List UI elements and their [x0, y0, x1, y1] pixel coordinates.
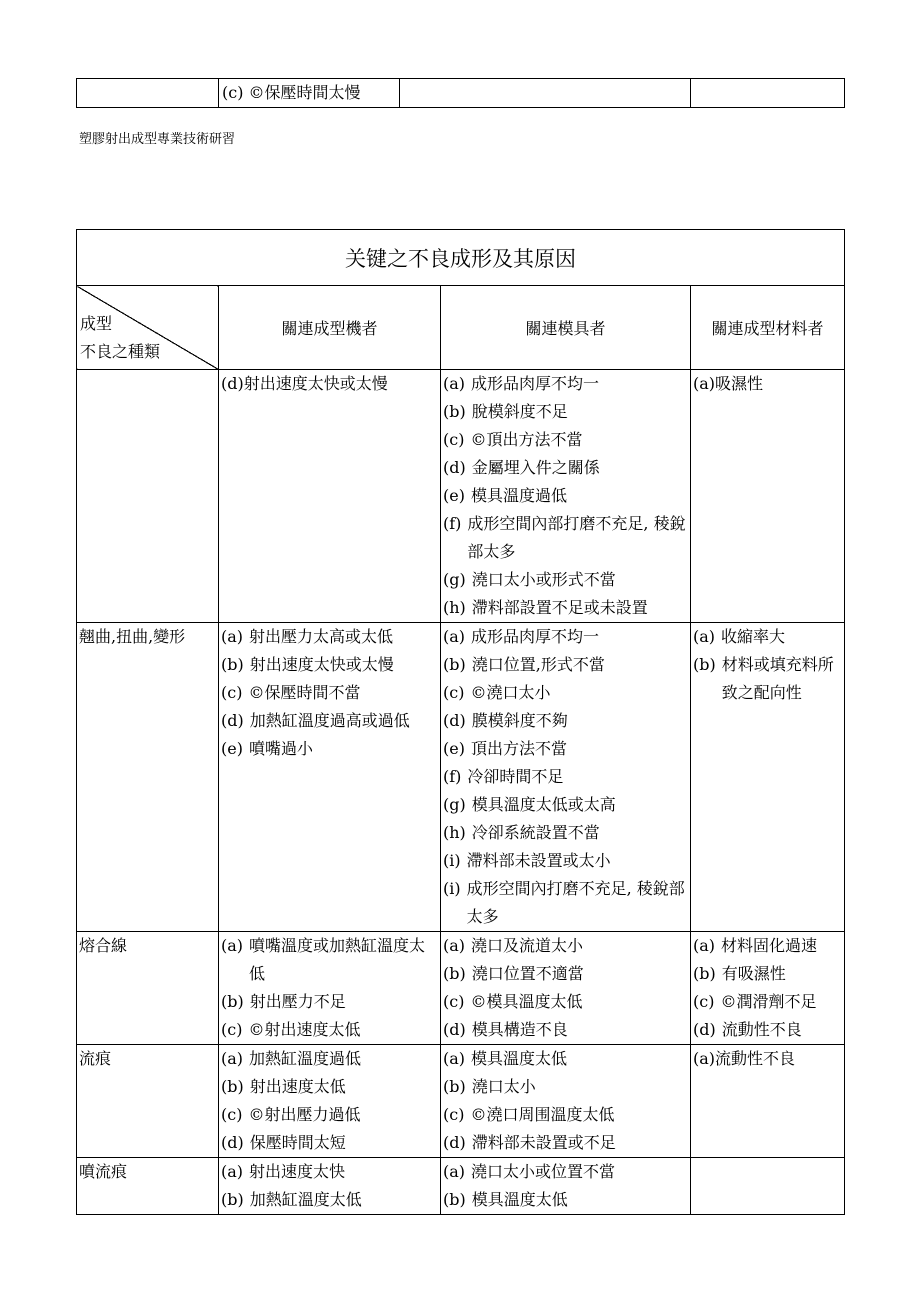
item-label: (a)	[693, 936, 716, 955]
mold-causes-cell	[441, 1045, 691, 1158]
item-label: (b)	[221, 992, 244, 1011]
item-label: (f)	[443, 514, 462, 533]
material-causes-cell	[691, 370, 845, 623]
top-table-fragment	[76, 78, 845, 108]
list-item	[221, 735, 438, 763]
list-item	[221, 1129, 438, 1157]
list-item	[221, 1186, 438, 1214]
item-label: (c)	[221, 1020, 243, 1039]
top-cell-2: (c) ©保壓時間太慢	[219, 79, 400, 108]
list-item	[443, 510, 688, 566]
list-item	[443, 454, 688, 482]
list-item	[443, 707, 688, 735]
item-label: (c)	[221, 1105, 243, 1124]
item-text: 模具溫度太低	[471, 1190, 568, 1209]
item-label: (b)	[443, 655, 466, 674]
item-label: (d)	[443, 1133, 466, 1152]
item-label: (a)	[443, 1049, 466, 1068]
item-text: 保壓時間太短	[249, 1133, 346, 1152]
item-text: 金屬埋入件之關係	[471, 458, 600, 477]
list-item	[443, 1073, 688, 1101]
item-text: 射出壓力太高或太低	[249, 627, 394, 646]
item-text: 射出速度太低	[249, 1077, 346, 1096]
item-label: (g)	[443, 570, 466, 589]
mold-causes-cell	[441, 1158, 691, 1215]
item-text: 模具溫度太低或太高	[471, 795, 616, 814]
title-row	[77, 230, 845, 286]
header-machine: 關連成型機者	[219, 286, 441, 370]
item-label: (b)	[693, 964, 716, 983]
item-text: 加熱缸溫度過高或過低	[249, 711, 410, 730]
item-text: 成形空間內打磨不充足, 稜銳部太多	[466, 879, 685, 926]
list-item	[443, 482, 688, 510]
item-text: 射出速度太快或太慢	[249, 655, 394, 674]
list-item	[443, 791, 688, 819]
item-text: (a)流動性不良	[693, 1049, 796, 1068]
list-item	[443, 1129, 688, 1157]
machine-causes-cell	[219, 370, 441, 623]
item-label: (d)	[693, 1020, 716, 1039]
table-row	[77, 623, 845, 932]
item-text: 頂出方法不當	[470, 739, 567, 758]
list-item	[693, 1016, 842, 1044]
item-text: 收縮率大	[721, 627, 786, 646]
machine-causes-cell	[219, 1158, 441, 1215]
list-item	[221, 1101, 438, 1129]
item-text: (a)吸濕性	[693, 374, 764, 393]
item-text: 滯料部設置不足或未設置	[471, 598, 648, 617]
item-text: 模具構造不良	[471, 1020, 568, 1039]
top-cell-4	[691, 79, 845, 108]
item-label: (b)	[443, 1077, 466, 1096]
item-text: 成形品肉厚不均一	[471, 374, 600, 393]
item-label: (g)	[443, 795, 466, 814]
list-item	[693, 932, 842, 960]
item-text: 加熱缸溫度過低	[249, 1049, 362, 1068]
defect-type-cell: 熔合線	[77, 932, 219, 1045]
item-text: 澆口太小或位置不當	[471, 1162, 616, 1181]
item-label: (d)	[221, 1133, 244, 1152]
top-cell-3	[400, 79, 691, 108]
list-item	[221, 988, 438, 1016]
list-item	[443, 651, 688, 679]
list-item	[443, 763, 688, 791]
list-item	[693, 988, 842, 1016]
table-row	[77, 79, 845, 108]
item-text: 澆口太小	[471, 1077, 536, 1096]
list-item	[443, 1158, 688, 1186]
material-causes-cell	[691, 1158, 845, 1215]
list-item	[221, 679, 438, 707]
item-label: (c)	[443, 992, 465, 1011]
material-causes-cell	[691, 623, 845, 932]
list-item	[443, 370, 688, 398]
top-cell-1	[77, 79, 219, 108]
item-text: 澆口及流道太小	[471, 936, 584, 955]
item-label: (c)	[443, 683, 465, 702]
list-item	[693, 651, 842, 707]
item-text: 噴嘴溫度或加熱缸溫度太低	[249, 936, 426, 983]
item-text: 成形空間內部打磨不充足, 稜銳部太多	[467, 514, 686, 561]
item-label: (a)	[221, 1049, 244, 1068]
list-item	[443, 875, 688, 931]
item-text: ©頂出方法不當	[470, 430, 583, 449]
list-item	[221, 932, 438, 988]
list-item	[693, 960, 842, 988]
item-label: (a)	[443, 374, 466, 393]
list-item	[443, 679, 688, 707]
defect-type-cell: 翹曲,扭曲,變形	[77, 623, 219, 932]
item-label: (c)	[693, 992, 715, 1011]
item-text: 冷卻時間不足	[467, 767, 564, 786]
item-text: 膜模斜度不夠	[471, 711, 568, 730]
list-item	[221, 1045, 438, 1073]
item-label: (c)	[221, 683, 243, 702]
mold-causes-cell	[441, 623, 691, 932]
defect-causes-table	[76, 229, 845, 1215]
list-item	[443, 566, 688, 594]
item-text: 澆口太小或形式不當	[471, 570, 616, 589]
item-text: 冷卻系統設置不當	[471, 823, 600, 842]
item-text: 滯料部未設置或不足	[471, 1133, 616, 1152]
item-text: ©潤滑劑不足	[720, 992, 817, 1011]
item-label: (e)	[221, 739, 243, 758]
list-item	[443, 988, 688, 1016]
item-text: 澆口位置,形式不當	[471, 655, 605, 674]
list-item	[221, 623, 438, 651]
document-caption: 塑膠射出成型專業技術研習	[79, 132, 236, 147]
item-label: (a)	[693, 627, 716, 646]
table-body	[77, 370, 845, 1215]
corner-bottom-label: 不良之種類	[80, 342, 161, 361]
header-material: 關連成型材料者	[691, 286, 845, 370]
mold-causes-cell	[441, 370, 691, 623]
list-item	[443, 819, 688, 847]
item-label: (c)	[443, 1105, 465, 1124]
item-text: 加熱缸溫度太低	[249, 1190, 362, 1209]
item-label: (e)	[443, 739, 465, 758]
item-label: (c)	[443, 430, 465, 449]
list-item	[443, 735, 688, 763]
item-text: 澆口位置不適當	[471, 964, 584, 983]
list-item	[443, 426, 688, 454]
list-item	[221, 707, 438, 735]
item-label: (d)	[443, 711, 466, 730]
list-item	[693, 1045, 842, 1073]
item-label: (b)	[693, 655, 716, 674]
item-text: 流動性不良	[721, 1020, 802, 1039]
table-row	[77, 1045, 845, 1158]
header-mold: 關連模具者	[441, 286, 691, 370]
item-text: 成形品肉厚不均一	[471, 627, 600, 646]
item-label: (b)	[221, 655, 244, 674]
item-label: (d)	[443, 458, 466, 477]
item-text: ©模具溫度太低	[470, 992, 583, 1011]
item-label: (h)	[443, 598, 466, 617]
item-label: (i)	[443, 879, 461, 898]
item-text: 有吸濕性	[721, 964, 786, 983]
list-item	[693, 370, 842, 398]
list-item	[443, 1186, 688, 1214]
item-text: 材料或填充料所致之配向性	[721, 655, 834, 702]
corner-top-label: 成型	[80, 314, 113, 333]
item-label: (d)	[443, 1020, 466, 1039]
item-label: (i)	[443, 851, 461, 870]
item-text: ©射出速度太低	[248, 1020, 361, 1039]
header-row	[77, 286, 845, 370]
list-item	[443, 398, 688, 426]
item-text: 材料固化過速	[721, 936, 818, 955]
item-label: (h)	[443, 823, 466, 842]
material-causes-cell	[691, 932, 845, 1045]
item-text: ©澆口太小	[470, 683, 551, 702]
item-text: 脫模斜度不足	[471, 402, 568, 421]
list-item	[221, 370, 438, 398]
item-label: (e)	[443, 486, 465, 505]
table-row	[77, 370, 845, 623]
material-causes-cell	[691, 1045, 845, 1158]
machine-causes-cell	[219, 932, 441, 1045]
item-label: (b)	[443, 964, 466, 983]
item-label: (a)	[443, 936, 466, 955]
item-label: (b)	[221, 1077, 244, 1096]
item-label: (a)	[221, 1162, 244, 1181]
item-text: 模具溫度過低	[470, 486, 567, 505]
item-text: 噴嘴過小	[248, 739, 313, 758]
item-label: (b)	[443, 1190, 466, 1209]
item-text: ©射出壓力過低	[248, 1105, 361, 1124]
defect-type-cell	[77, 370, 219, 623]
machine-causes-cell	[219, 1045, 441, 1158]
mold-causes-cell	[441, 932, 691, 1045]
list-item	[443, 594, 688, 622]
item-text: (d)射出速度太快或太慢	[221, 374, 388, 393]
list-item	[221, 1016, 438, 1044]
table-row	[77, 1158, 845, 1215]
list-item	[443, 1101, 688, 1129]
item-text: 射出壓力不足	[249, 992, 346, 1011]
item-text: 滯料部未設置或太小	[466, 851, 611, 870]
list-item	[221, 1158, 438, 1186]
table-row	[77, 932, 845, 1045]
list-item	[443, 1045, 688, 1073]
item-text: 模具溫度太低	[471, 1049, 568, 1068]
list-item	[443, 623, 688, 651]
list-item	[693, 623, 842, 651]
list-item	[443, 960, 688, 988]
list-item	[221, 651, 438, 679]
item-label: (d)	[221, 711, 244, 730]
table-title: 关键之不良成形及其原因	[77, 230, 845, 286]
corner-header-cell	[77, 286, 219, 370]
list-item	[443, 932, 688, 960]
item-text: ©保壓時間不當	[248, 683, 361, 702]
item-label: (a)	[443, 1162, 466, 1181]
item-label: (f)	[443, 767, 462, 786]
list-item	[443, 847, 688, 875]
item-text: ©澆口周围溫度太低	[470, 1105, 615, 1124]
list-item	[443, 1016, 688, 1044]
item-text: 射出速度太快	[249, 1162, 346, 1181]
list-item	[221, 1073, 438, 1101]
machine-causes-cell	[219, 623, 441, 932]
defect-type-cell: 噴流痕	[77, 1158, 219, 1215]
item-label: (b)	[221, 1190, 244, 1209]
item-label: (a)	[221, 627, 244, 646]
item-label: (a)	[221, 936, 244, 955]
defect-type-cell: 流痕	[77, 1045, 219, 1158]
item-label: (a)	[443, 627, 466, 646]
item-label: (b)	[443, 402, 466, 421]
